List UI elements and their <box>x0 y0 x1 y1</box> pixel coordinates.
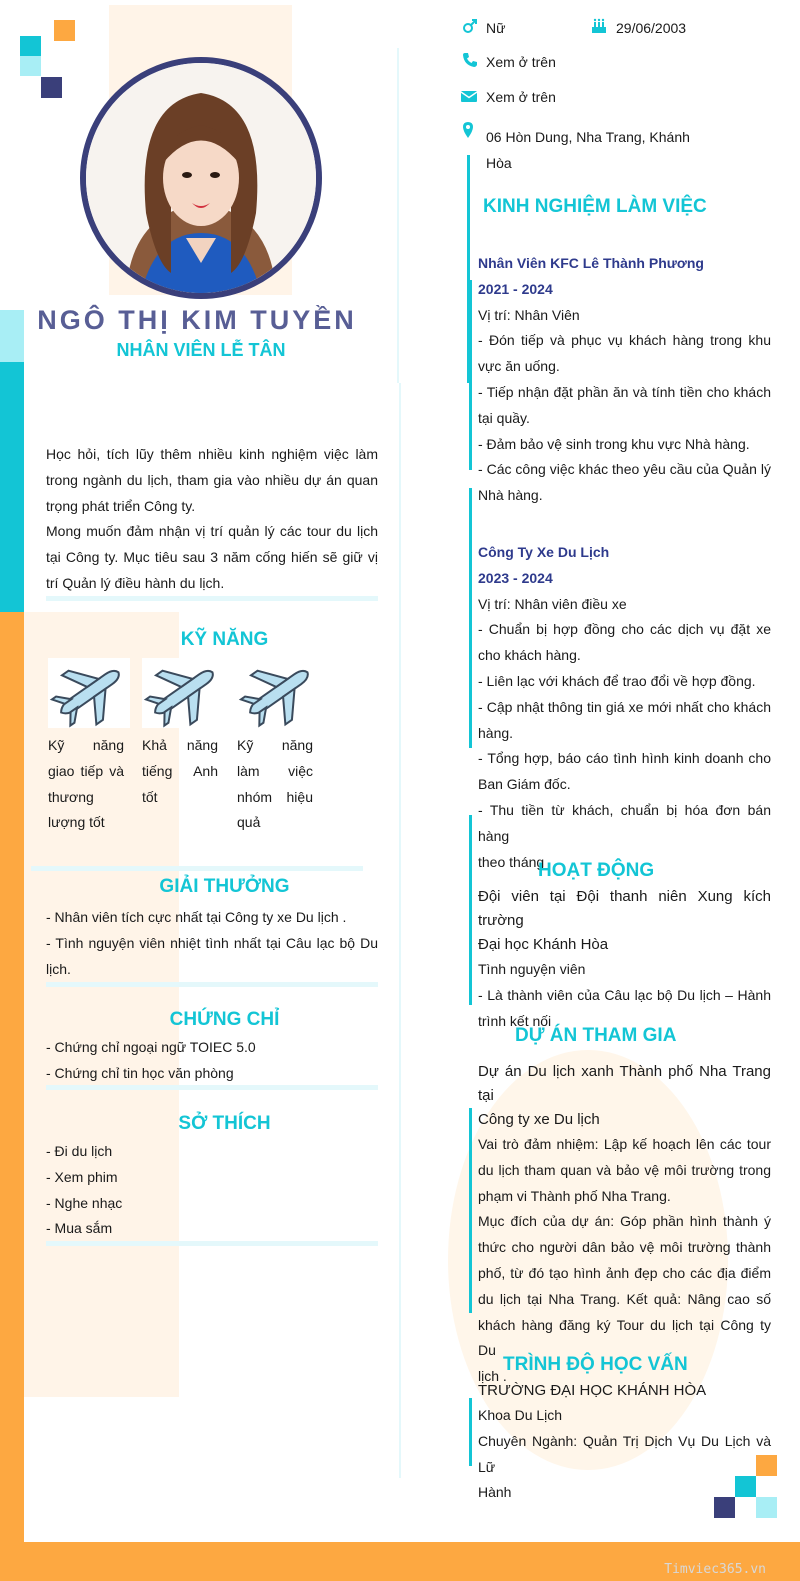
skill-label-line: quả <box>237 814 261 831</box>
job-line: Ban Giám đốc. <box>478 776 571 793</box>
job-line: - Liên lạc với khách để trao đổi về hợp đồng. <box>478 672 756 689</box>
project-heading: Dự án Du lịch xanh Thành phố Nha Trang tại <box>478 1063 771 1104</box>
awards-title: GIẢI THƯỞNG <box>159 876 290 897</box>
skill-label-line: làm việc <box>237 762 313 779</box>
project-line: phạm vi Thành phố Nha Trang. <box>478 1187 671 1204</box>
section-divider <box>46 982 378 987</box>
skill-label <box>237 733 313 836</box>
experience-title: KINH NGHIỆM LÀM VIỆC <box>483 196 707 217</box>
left-orange-strip <box>0 612 24 1581</box>
airplane-icon <box>237 658 319 728</box>
birthday-cake-icon <box>591 18 607 34</box>
skill-label-line: giao tiếp và <box>48 762 124 779</box>
education-line: Hành <box>478 1484 512 1501</box>
job-line: - Tiếp nhận đặt phần ăn và tính tiền cho khách <box>478 383 771 400</box>
skill-label-line: lượng tốt <box>48 814 105 831</box>
peach-column-skills <box>24 612 179 1397</box>
skill-icon-card <box>237 658 319 728</box>
accent-line <box>469 488 472 748</box>
education-list <box>478 1379 771 1506</box>
job-line: Vị trí: Nhân Viên <box>478 306 580 323</box>
email-value: Xem ở trên <box>486 89 556 105</box>
job-line: - Cập nhật thông tin giá xe mới nhất cho khách <box>478 698 771 715</box>
column-separator <box>397 48 399 383</box>
projects-title: DỰ ÁN THAM GIA <box>515 1025 677 1046</box>
job-entry <box>478 540 771 875</box>
skill-icon-card <box>142 658 224 728</box>
watermark: Timviec365.vn <box>664 1562 766 1577</box>
job-line: Nhà hàng. <box>478 487 543 504</box>
address-line: 06 Hòn Dung, Nha Trang, Khánh <box>486 129 690 145</box>
activity-line: - Là thành viên của Câu lạc bộ Du lịch – Hành <box>478 986 771 1003</box>
job-line: hàng. <box>478 724 514 741</box>
section-divider <box>46 1241 378 1246</box>
email-icon <box>461 88 477 104</box>
awards-list <box>46 905 378 982</box>
deco-square <box>41 77 62 98</box>
award-item: - Nhân viên tích cực nhất tại Công ty xe Du lịch . <box>46 909 347 925</box>
education-title: TRÌNH ĐỘ HỌC VẤN <box>503 1354 688 1375</box>
certificates-list <box>46 1035 378 1087</box>
certificate-item: - Chứng chỉ tin học văn phòng <box>46 1064 234 1081</box>
section-divider <box>46 596 378 601</box>
activity-line: trình kết nối <box>478 1012 552 1029</box>
column-separator <box>399 383 401 1478</box>
activity-heading: Đại học Khánh Hòa <box>478 936 609 953</box>
section-divider <box>31 866 363 871</box>
deco-square <box>20 36 41 56</box>
skill-label <box>48 733 124 836</box>
skill-label-line: thương <box>48 788 94 805</box>
skill-label <box>142 733 218 810</box>
education-line: Khoa Du Lịch <box>478 1407 563 1423</box>
location-pin-icon <box>460 122 476 138</box>
award-item: lịch. <box>46 960 71 977</box>
hobby-item: - Đi du lịch <box>46 1143 113 1159</box>
deco-square <box>20 56 41 76</box>
certificate-item: - Chứng chỉ ngoại ngữ TOIEC 5.0 <box>46 1039 256 1055</box>
project-line: khách hàng đăng ký Tour du lịch tại Công ty Du <box>478 1316 771 1359</box>
hobby-item: - Xem phim <box>46 1168 118 1185</box>
skill-label-line: Khả năng <box>142 737 218 753</box>
profile-photo <box>80 57 322 299</box>
gender-icon <box>462 18 478 34</box>
skill-label-line: tiếng Anh <box>142 762 218 779</box>
job-line: - Chuẩn bị hợp đồng cho các dịch vụ đặt xe <box>478 621 771 638</box>
candidate-name: NGÔ THỊ KIM TUYỀN <box>37 305 357 335</box>
project-line: Vai trò đảm nhiệm: Lập kế hoạch lên các tour <box>478 1136 771 1152</box>
objective-text: Mong muốn đảm nhận vị trí quản lý các tour du lịch tại Công ty. Mục tiêu sau 3 năm cống hiến sẽ giữ vị trí Quản lý điều hành du lịch. <box>46 523 378 591</box>
projects-list <box>478 1060 771 1390</box>
job-line: vực ăn uống. <box>478 358 560 375</box>
skill-label-line: Kỹ năng <box>48 737 124 753</box>
project-line: du lịch tham quan và bảo vệ môi trường trong <box>478 1161 771 1178</box>
accent-line <box>469 815 472 1005</box>
phone-icon <box>462 52 478 68</box>
project-line: phố, từ đó tạo hình ảnh đẹp cho các địa điểm <box>478 1264 771 1281</box>
project-line: lịch . <box>478 1368 507 1385</box>
skill-label-line: tốt <box>142 788 158 805</box>
skill-label-line: Kỹ năng <box>237 737 313 753</box>
skill-icon-card <box>48 658 130 728</box>
deco-square <box>54 20 75 41</box>
candidate-role: NHÂN VIÊN LỄ TÂN <box>116 340 286 360</box>
address-line: Hòa <box>486 155 512 171</box>
job-line: cho khách hàng. <box>478 647 581 664</box>
airplane-icon <box>48 658 130 728</box>
hobbies-list <box>46 1139 378 1242</box>
hobby-item: - Nghe nhạc <box>46 1194 123 1211</box>
job-years: 2023 - 2024 <box>478 569 553 586</box>
job-line: tại quầy. <box>478 409 530 426</box>
project-line: Mục đích của dự án: Góp phần hình thành ý <box>478 1213 771 1230</box>
left-cyan-strip <box>0 362 24 612</box>
job-company: Nhân Viên KFC Lê Thành Phương <box>478 255 704 271</box>
activity-heading: Đội viên tại Đội thanh niên Xung kích trường <box>478 888 771 929</box>
activity-line: Tình nguyện viên <box>478 961 586 977</box>
hobbies-title: SỞ THÍCH <box>178 1113 271 1134</box>
objective-text: Học hỏi, tích lũy thêm nhiều kinh nghiệm việc làm trong ngành du lịch, tham gia vào nhiều dự án quan trọng phát triển Công ty. <box>46 446 378 514</box>
hobby-item: - Mua sắm <box>46 1220 113 1237</box>
job-line: - Các công việc khác theo yêu cầu của Quản lý <box>478 461 771 478</box>
skills-title: KỸ NĂNG <box>180 629 269 650</box>
accent-line <box>469 1108 472 1313</box>
project-line: thức cho người dân bảo vệ môi trường thành <box>478 1239 771 1256</box>
phone-value: Xem ở trên <box>486 54 556 70</box>
accent-line <box>469 280 472 470</box>
certificates-title: CHỨNG CHỈ <box>169 1009 280 1030</box>
job-line: Vị trí: Nhân viên điều xe <box>478 595 627 612</box>
job-years: 2021 - 2024 <box>478 280 553 297</box>
job-line: - Đón tiếp và phục vụ khách hàng trong khu <box>478 332 771 349</box>
job-line: - Tổng hợp, báo cáo tình hình kinh doanh cho <box>478 750 771 767</box>
activities-title: HOẠT ĐỘNG <box>538 860 655 881</box>
job-entry <box>478 251 771 509</box>
address-value <box>486 124 690 176</box>
award-item: - Tình nguyện viên nhiệt tình nhất tại Câu lạc bộ Du <box>46 934 378 951</box>
skill-label-line: nhóm hiệu <box>237 788 313 805</box>
airplane-icon <box>142 658 224 728</box>
birthday-value: 29/06/2003 <box>616 20 687 36</box>
project-line: du lịch tại Nha Trang. Kết quả: Nâng cao số <box>478 1290 771 1307</box>
objective-paragraph <box>46 442 378 597</box>
job-company: Công Ty Xe Du Lịch <box>478 544 610 560</box>
gender-value: Nữ <box>486 20 506 36</box>
school-name: TRƯỜNG ĐẠI HỌC KHÁNH HÒA <box>478 1382 707 1399</box>
activities-list <box>478 885 771 1034</box>
job-line: - Đảm bảo vệ sinh trong khu vực Nhà hàng. <box>478 435 750 452</box>
education-line: Chuyên Ngành: Quản Trị Dịch Vụ Du Lịch và Lữ <box>478 1432 771 1475</box>
job-line: theo tháng <box>478 853 545 870</box>
job-line: - Thu tiền từ khách, chuẩn bị hóa đơn bán hàng <box>478 801 771 844</box>
section-divider <box>46 1085 378 1090</box>
project-heading: Công ty xe Du lịch <box>478 1111 600 1128</box>
accent-line <box>469 1398 472 1466</box>
